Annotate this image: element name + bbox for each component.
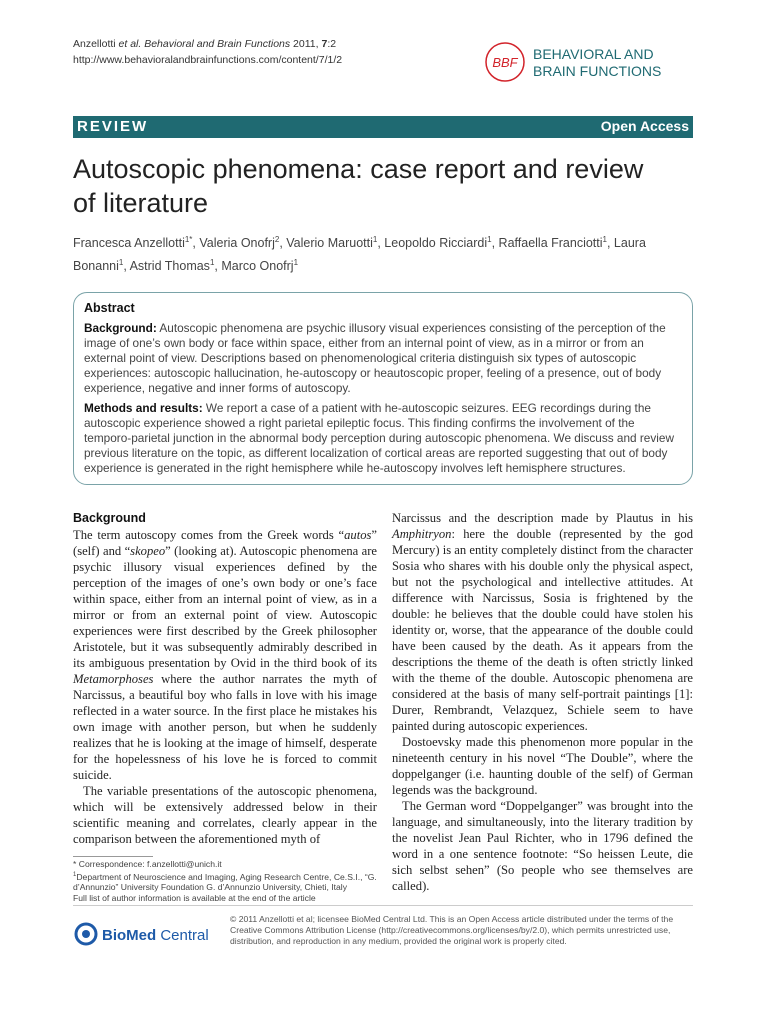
article-type: REVIEW: [77, 118, 149, 135]
body-right-column: [392, 510, 693, 894]
biomed-central-logo: [73, 918, 223, 950]
footnote-rule: [73, 856, 153, 857]
paragraph: The term autoscopy comes from the Greek words “autos” (self) and “skopeo” (looking at). Autoscopic phenomena are psychic illusory visual experiences defined by the perception of the images of one’s own body or one’s face within space, either from an internal point of view, as in a mirror or from an external point of view. Autoscopic experiences were first described by the Greek philosopher Aristotele, but it was subsequently admirably described in its ambiguous presentation by Ovid in the third book of its Metamorphoses where the author narrates the myth of Narcissus, a beautiful boy who falls in love with his image reflected in a water source. In the first place he mistakes his own image with another person, but when he suddenly realizes that he is looking at the image of himself, desperate for the hopelessness of his love he is forced to commit suicide.: [73, 528, 377, 782]
paragraph: Dostoevsky made this phenomenon more popular in the nineteenth century in his novel “The Double”, where the doppelganger (i.e. haunting double of the self) of German legends was the background.: [392, 735, 693, 797]
abstract-box: [73, 292, 693, 485]
svg-text:BioMed Central: [102, 927, 209, 944]
footnotes: [73, 859, 383, 904]
paragraph: Narcissus and the description made by Plautus in his Amphitryon: here the double (represented by the god Mercury) is an entity completely distinct from the character Sosia who shares with his double only the physical aspect, but not the psychological and intellective attitudes. At difference with Narcissus, Sosia is frightened by the double: he believes that the double could have stolen his identity or, worse, that the appearance of the double could have been caused by the death. As it appears from the descriptions the theme of the death is often strictly linked with the theme of the double. Autoscopic phenomena are considered at the basis of many self-portrait paintings [1]: Durer, Rembrandt, Velazquez, Schiele seem to have painted during autoscopic experiences.: [392, 511, 693, 733]
author-list: Francesca Anzellotti$^{1*}$, Valeria Onofrj$^2$, Valerio Maruotti$^1$, Leopoldo Ricciardi$^1$, Raffaella Franciotti$^1$, Laura Bonanni$^1$, Astrid Thomas$^1$, Marco Onofrj$^1$: [73, 235, 646, 274]
logo-biomed: BioMed: [102, 927, 157, 944]
paragraph: The German word “Doppelganger” was brought into the language, and simultaneously, into the literary tradition by the novelist Jean Paul Richter, who in 1796 defined the word in a one sentence footnote: “So heissen Leute, die sich selbst sehen” (So people who see themselves are called).: [392, 799, 693, 893]
logo-central: Central: [156, 927, 209, 944]
abstract-background: Background: Autoscopic phenomena are psychic illusory visual experiences consisting of the perception of the image of one’s own body or face within space, either from an internal point of view, as in a mirror or from an external point of view. Descriptions based on phenomenological criteria distinguish six types of autoscopic experiences: autoscopic hallucination, he-autoscopy or heautoscopic proper, feeling of a presence, out of body experience, negative and inner forms of autoscopy.: [84, 321, 666, 395]
running-citation: Anzellotti et al. Behavioral and Brain Functions 2011, 7:2: [73, 38, 337, 50]
article-type-banner: [73, 116, 693, 138]
logo-line1: BEHAVIORAL AND: [533, 46, 654, 62]
logo-line2: BRAIN FUNCTIONS: [533, 63, 662, 79]
section-heading-background: Background: [73, 511, 146, 525]
author-info-note: Full list of author information is available at the end of the article: [73, 893, 316, 904]
abstract-heading: Abstract: [84, 301, 135, 315]
logo-abbrev: BBF: [492, 55, 518, 70]
article-url[interactable]: http://www.behavioralandbrainfunctions.com/content/7/1/2: [73, 54, 343, 66]
correspondence: * Correspondence: f.anzellotti@unich.it: [73, 859, 222, 869]
body-left-column: [73, 510, 377, 847]
affiliation: $^1$Department of Neuroscience and Imaging, Aging Research Centre, Ce.S.I., “G. d’Annunzio” University Foundation G. d’Annunzio University, Chieti, Italy: [73, 871, 377, 893]
article-title: Autoscopic phenomena: case report and review of literature: [73, 154, 644, 218]
footer-rule: [73, 905, 693, 906]
abstract-methods-results: Methods and results: We report a case of a patient with he-autoscopic seizures. EEG recordings during the autoscopic experience showed a right parietal epileptic focus. This finding confirms the involvement of the temporo-parietal junction in the abnormal body perception during autoscopic phenomena. We discuss and review previous literature on the topic, as different localization of cortical areas are reported suggesting that out of body experience is generated in the right hemisphere while he-autoscopy involves left hemisphere structures.: [84, 401, 674, 475]
journal-logo: [483, 40, 693, 84]
paragraph: The variable presentations of the autoscopic phenomena, which will be extensively addressed below in their scientific meaning and correlates, clearly appear in the comparison between the aforementioned myth of: [73, 784, 377, 846]
open-access-label: Open Access: [600, 118, 689, 134]
license-text: © 2011 Anzellotti et al; licensee BioMed Central Ltd. This is an Open Access article distributed under the terms of the Creative Commons Attribution License (http://creativecommons.org/licenses/by/2.0), which permits unrestricted use, distribution, and reproduction in any medium, provided the original work is properly cited.: [230, 914, 674, 946]
